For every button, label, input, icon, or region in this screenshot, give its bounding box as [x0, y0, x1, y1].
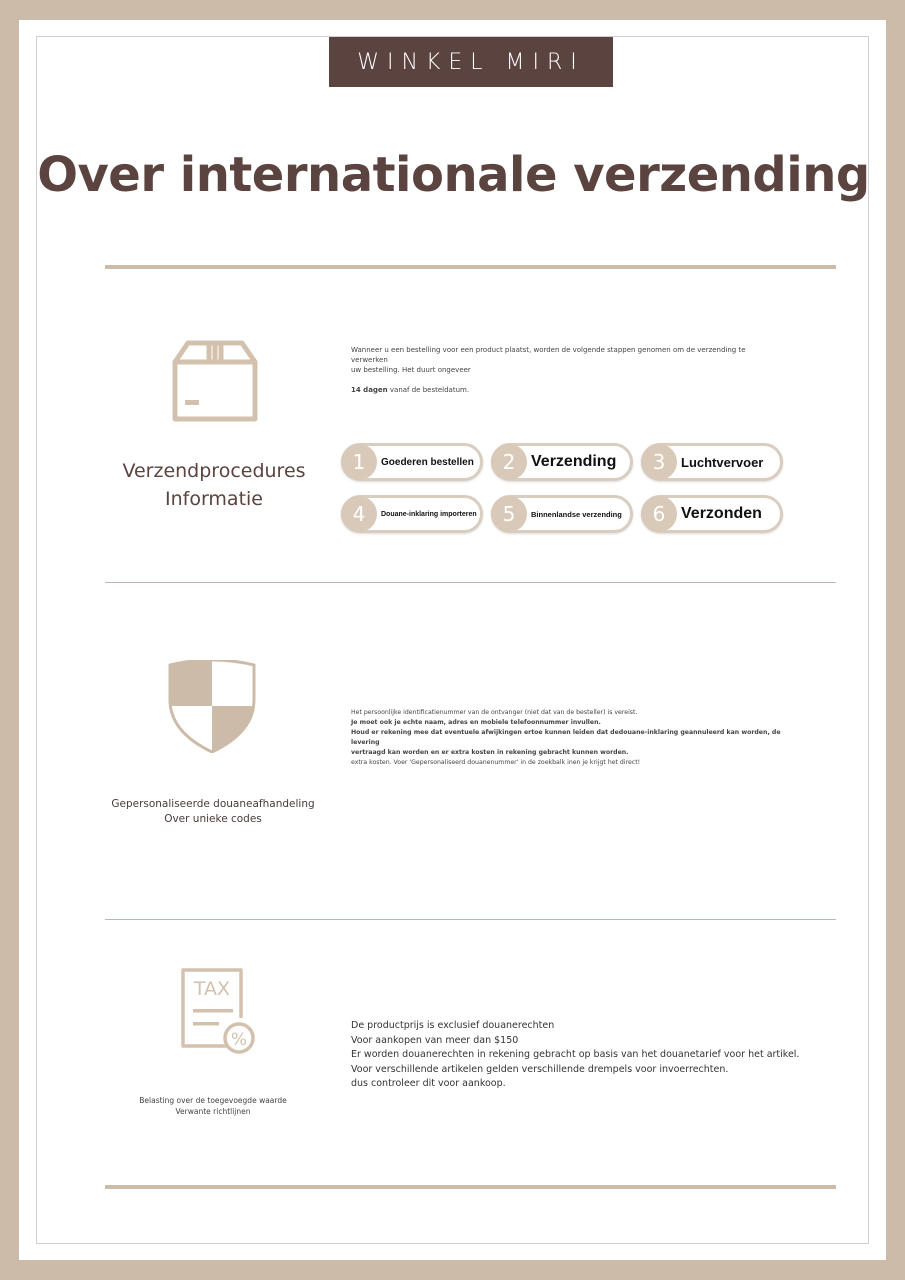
section3-line1: De productprijs is exclusief douanerechten	[351, 1020, 555, 1031]
step-1	[341, 443, 483, 481]
divider-top	[105, 265, 836, 269]
section1-para-line1: Wanneer u een bestelling voor een product plaatst, worden de volgende stappen genomen om de verzending te verwerken	[351, 346, 746, 364]
step-6-label: Verzonden	[681, 505, 762, 522]
brand-badge: WINKEL MIRI	[329, 37, 613, 87]
duration-bold: 14 dagen	[351, 386, 388, 394]
shield-icon	[168, 660, 256, 753]
step-2-number: 2	[491, 444, 527, 480]
duration-rest: vanaf de besteldatum.	[389, 386, 470, 394]
section3-line5: dus controleer dit voor aankoop.	[351, 1078, 506, 1089]
step-3-label: Luchtvervoer	[681, 454, 764, 470]
step-4-label: Douane-inklaring importeren	[381, 510, 477, 518]
section2-line1: Het persoonlijke identificatienummer van de ontvanger (niet dat van de besteller) is vereist.	[351, 709, 638, 716]
step-5	[491, 495, 633, 533]
step-5-number: 5	[491, 496, 527, 532]
section1-label-line1: Verzendprocedures	[122, 460, 306, 482]
section2-line5: extra kosten. Voer 'Gepersonaliseerd douanenummer' in de zoekbalk inen je krijgt het direct!	[351, 759, 641, 766]
step-2-label: Verzending	[531, 453, 617, 470]
step-3	[641, 443, 783, 481]
step-3-number: 3	[641, 444, 677, 480]
section2-line3: Houd er rekening mee dat eventuele afwijkingen ertoe kunnen leiden dat dedouane-inklaring geannuleerd kan worden, de levering	[351, 729, 781, 746]
section3-label-line2: Verwante richtlijnen	[175, 1107, 251, 1116]
page-title: Over internationale verzending	[37, 147, 870, 203]
document-page	[19, 20, 886, 1260]
divider-2	[105, 919, 836, 920]
section3-line4: Voor verschillende artikelen gelden verschillende drempels voor invoerrechten.	[351, 1063, 729, 1075]
section1-para-line2: uw bestelling. Het duurt ongeveer	[351, 366, 471, 374]
section3-paragraph	[351, 1019, 821, 1092]
section2-line4: vertraagd kan worden en er extra kosten in rekening gebracht kunnen worden.	[351, 749, 629, 756]
section2-label-line1: Gepersonaliseerde douaneafhandeling	[111, 798, 315, 810]
step-2	[491, 443, 633, 481]
section3-label-line1: Belasting over de toegevoegde waarde	[139, 1096, 287, 1105]
box-icon	[172, 340, 258, 422]
section1-label	[107, 457, 321, 513]
step-4	[341, 495, 483, 533]
section1-label-line2: Informatie	[164, 488, 263, 510]
step-6-number: 6	[641, 496, 677, 532]
section1-para-line3	[351, 385, 771, 395]
section1-paragraph	[351, 345, 771, 395]
step-6	[641, 495, 783, 533]
section3-label	[117, 1095, 309, 1117]
divider-bottom	[105, 1185, 836, 1189]
section3-line3: Er worden douanerechten in rekening gebracht op basis van het douanetarief voor het artikel.	[351, 1049, 800, 1060]
percent-text: %	[230, 1030, 248, 1050]
inner-border	[36, 36, 869, 1244]
section2-label-line2: Over unieke codes	[164, 813, 262, 825]
section2-label	[97, 797, 329, 827]
section2-line2: Je moet ook je echte naam, adres en mobiele telefoonnummer invullen.	[351, 719, 601, 726]
step-1-label: Goederen bestellen	[381, 456, 474, 468]
step-1-number: 1	[341, 444, 377, 480]
tax-text: TAX	[193, 978, 231, 1000]
section2-paragraph	[351, 708, 791, 768]
step-4-number: 4	[341, 496, 377, 532]
divider-1	[105, 582, 836, 583]
section3-line2: Voor aankopen van meer dan $150	[351, 1034, 519, 1046]
tax-document-icon	[179, 966, 259, 1054]
step-5-label: Binnenlandse verzending	[531, 509, 622, 519]
